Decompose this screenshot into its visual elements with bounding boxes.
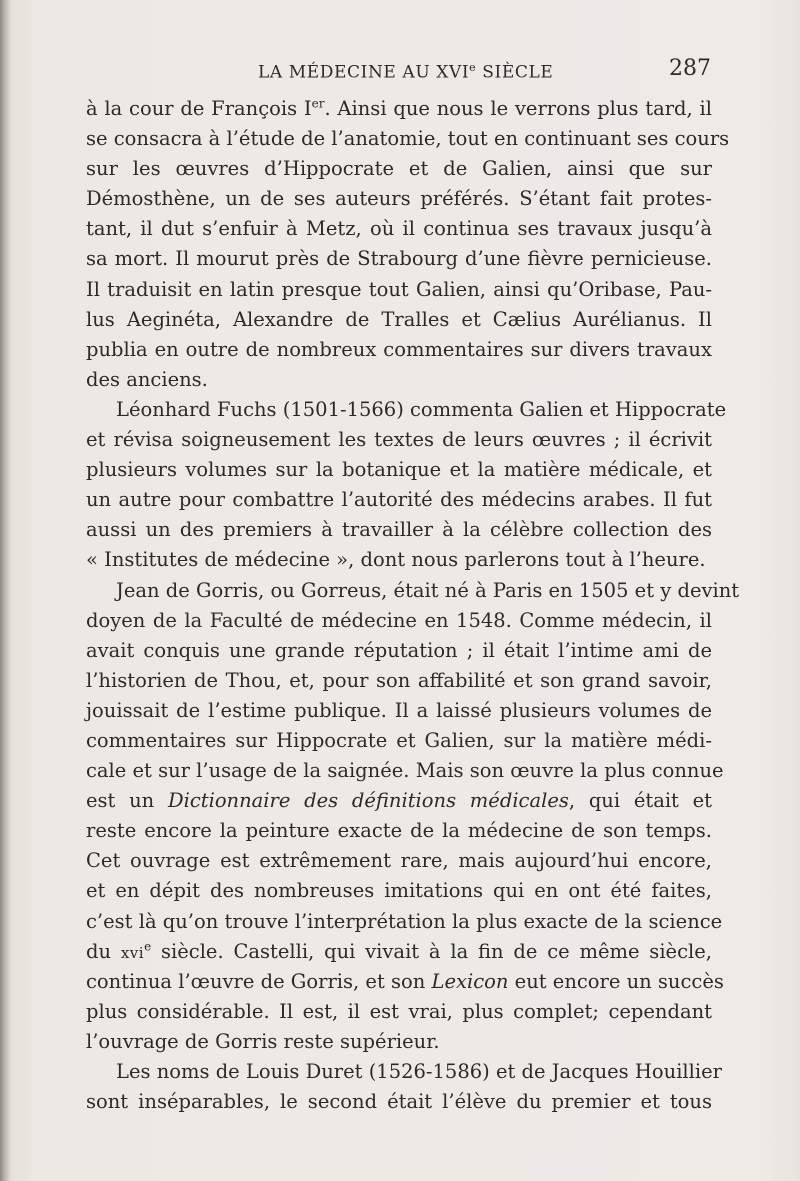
text-run: aussi un des premiers à travailler à la célèbre collection des (86, 518, 712, 542)
text-line (86, 365, 712, 395)
text-run: sur les œuvres d’Hippocrate et de Galien, ainsi que sur (86, 157, 712, 181)
text-run: jouissait de l’estime publique. Il a laissé plusieurs volumes de (86, 698, 712, 722)
page-number: 287 (669, 56, 711, 81)
running-title-end: SIÈCLE (476, 62, 554, 83)
text-line (86, 756, 724, 786)
text-line (86, 305, 712, 335)
text-line (86, 937, 712, 967)
text-line (86, 876, 712, 906)
text-run: . Ainsi que nous le verrons plus tard, il (324, 97, 712, 120)
text-line (86, 425, 712, 455)
small-caps: xvi (120, 943, 145, 962)
text-line (86, 124, 730, 154)
text-run: plusieurs volumes sur la botanique et la matière médicale, et (86, 458, 712, 482)
text-line (86, 94, 712, 124)
text-run: avait conquis une grande réputation ; il était l’intime ami de (86, 638, 712, 662)
text-run: reste encore la peinture exacte de la médecine de son temps. (86, 819, 712, 843)
superscript: er (311, 96, 325, 111)
text-line (86, 666, 712, 696)
text-run: sa mort. Il mourut près de Strabourg d’une fièvre pernicieuse. (86, 247, 712, 271)
italic-title: Lexicon (431, 969, 509, 993)
text-run: à la cour de François I (86, 97, 312, 120)
text-run: et révisa soigneusement les textes de leurs œuvres ; il écrivit (86, 428, 712, 452)
text-run: continua l’œuvre de Gorris, et son (86, 969, 432, 993)
text-line (86, 997, 712, 1027)
text-line (86, 846, 712, 876)
text-line (86, 967, 724, 997)
text-run: Démosthène, un de ses auteurs préférés. S’étant fait protes- (86, 187, 712, 211)
text-run: se consacra à l’étude de l’anatomie, tout en continuant ses cours (86, 127, 730, 151)
text-run: lus Aeginéta, Alexandre de Tralles et Cælius Aurélianus. Il (86, 307, 712, 331)
text-run: tant, il dut s’enfuir à Metz, où il continua ses travaux jusqu’à (86, 217, 712, 241)
text-line (86, 907, 723, 937)
text-run: du (86, 939, 121, 963)
text-run: publia en outre de nombreux commentaires sur divers travaux (86, 337, 712, 361)
text-run: l’historien de Thou, et, pour son affabilité et son grand savoir, (86, 668, 712, 692)
text-run: Jean de Gorris, ou Gorreus, était né à Paris en 1505 et y devint (116, 578, 740, 602)
text-line (86, 455, 712, 485)
text-run: cale et sur l’usage de la saignée. Mais son œuvre la plus connue (86, 759, 724, 783)
text-line (86, 816, 712, 846)
text-run: Cet ouvrage est extrêmement rare, mais aujourd’hui encore, (86, 849, 712, 873)
text-line (86, 1027, 712, 1057)
text-line (86, 1057, 723, 1087)
text-run: eut encore un succès (508, 969, 724, 993)
text-run: c’est là qu’on trouve l’interprétation la plus exacte de la science (86, 909, 723, 933)
text-run: Il traduisit en latin presque tout Galien, ainsi qu’Oribase, Pau- (86, 277, 712, 301)
text-run: plus considérable. Il est, il est vrai, plus complet; cependant (86, 999, 712, 1023)
text-run: siècle. Castelli, qui vivait à la fin de ce même siècle, (151, 939, 712, 963)
text-line (86, 515, 712, 545)
text-run: est un (86, 789, 168, 813)
text-line (86, 545, 712, 575)
text-line (86, 184, 712, 214)
body-text (86, 94, 740, 1117)
text-line (86, 335, 712, 365)
italic-title: Dictionnaire des définitions médicales (167, 789, 569, 813)
text-run: commentaires sur Hippocrate et Galien, sur la matière médi- (86, 728, 712, 752)
text-run: des anciens. (86, 367, 208, 391)
text-line (86, 244, 712, 274)
text-run: et en dépit des nombreuses imitations qui en ont été faites, (86, 879, 712, 903)
text-line (86, 1087, 712, 1117)
text-run: sont inséparables, le second était l’élève du premier et tous (86, 1090, 712, 1114)
text-line (86, 576, 740, 606)
running-title (258, 61, 553, 83)
text-line (86, 636, 712, 666)
text-line (86, 485, 712, 515)
text-line (86, 726, 712, 756)
text-line (86, 786, 712, 816)
text-run: un autre pour combattre l’autorité des médecins arabes. Il fut (86, 488, 712, 512)
text-line (86, 275, 712, 305)
running-head (86, 56, 711, 86)
binding-shadow (0, 0, 10, 1181)
text-line (86, 214, 712, 244)
text-line (86, 395, 727, 425)
text-line (86, 606, 712, 636)
text-line (86, 154, 712, 184)
text-line (86, 696, 712, 726)
running-title-main: LA MÉDECINE AU XVI (258, 62, 470, 83)
superscript: e (144, 939, 152, 954)
running-title-superscript: e (469, 61, 477, 74)
text-run: doyen de la Faculté de médecine en 1548. Comme médecin, il (86, 608, 712, 632)
text-run: « Institutes de médecine », dont nous parlerons tout à l’heure. (86, 548, 706, 572)
text-run: l’ouvrage de Gorris reste supérieur. (86, 1029, 440, 1053)
text-run: Les noms de Louis Duret (1526-1586) et de Jacques Houillier (116, 1060, 723, 1083)
text-run: , qui était et (568, 789, 712, 813)
text-run: Léonhard Fuchs (1501-1566) commenta Galien et Hippocrate (116, 397, 727, 421)
